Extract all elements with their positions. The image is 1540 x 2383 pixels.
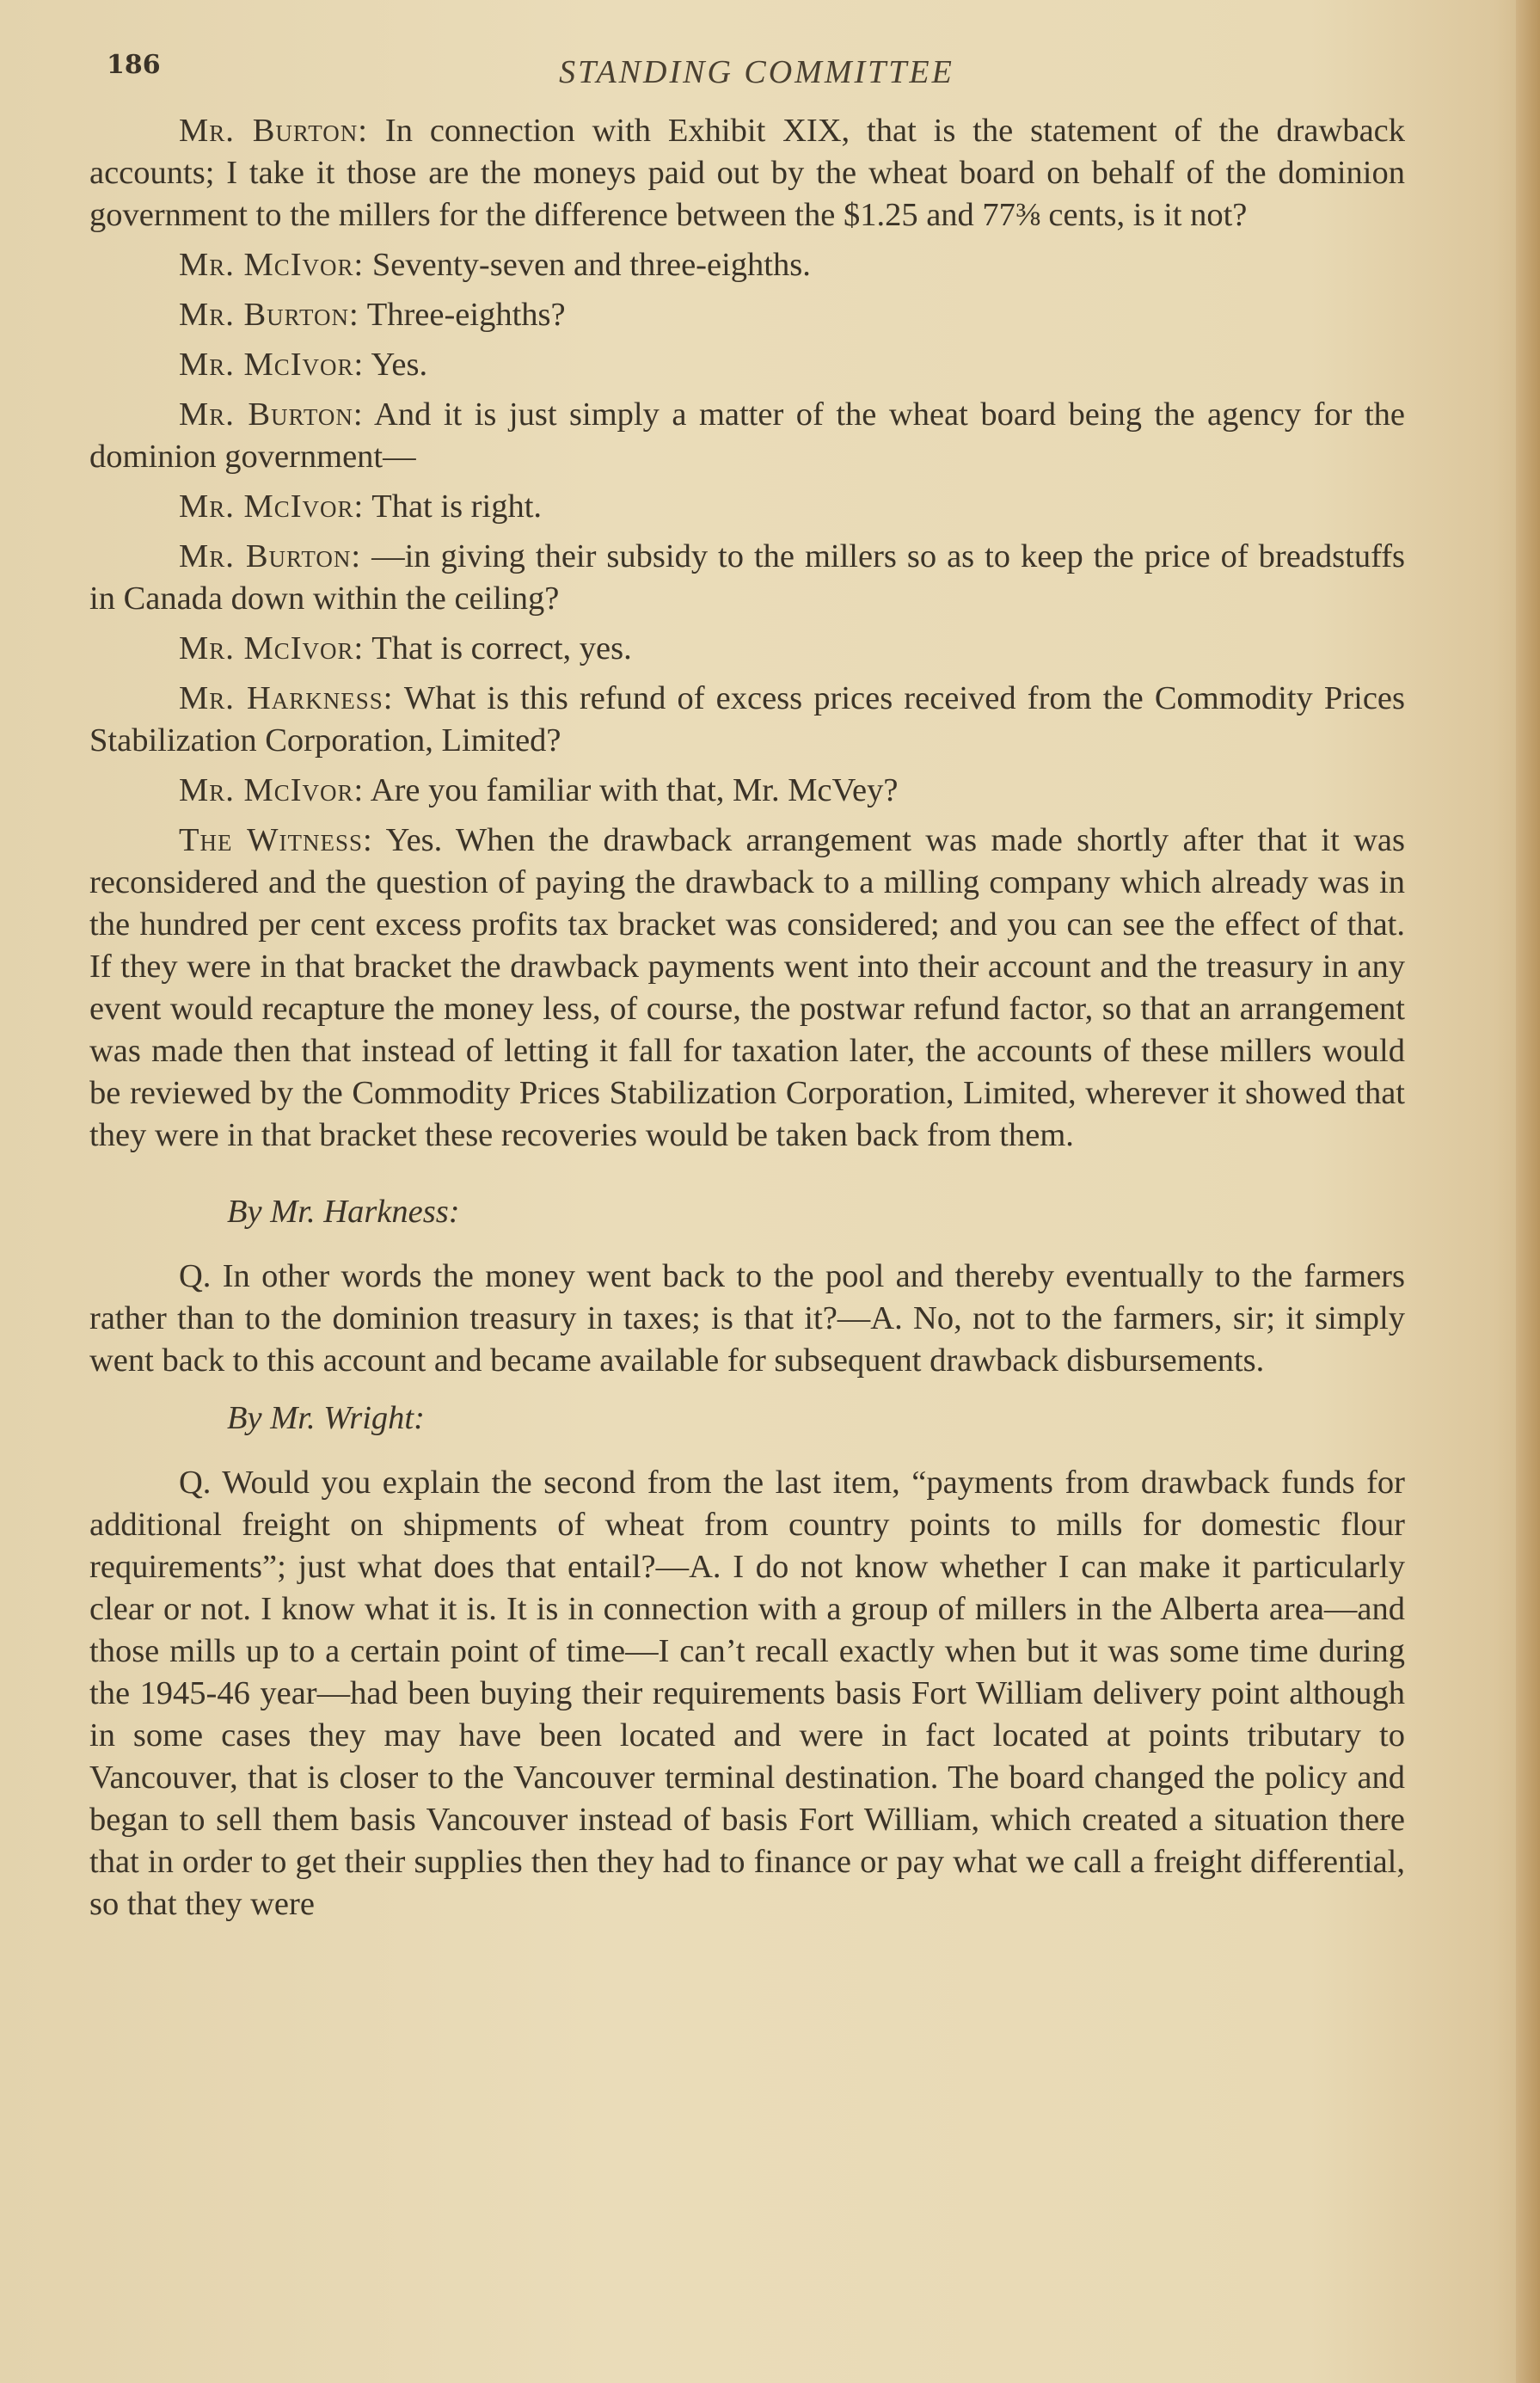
speech-paragraph (89, 244, 1405, 286)
running-title: STANDING COMMITTEE (559, 54, 954, 90)
speech-paragraph (89, 344, 1405, 386)
speech-text: Yes. When the drawback arrangement was made shortly after that it was reconsidered and the question of paying the drawback to a milling company which already was in the hundred per cent excess profits tax bracket was considered; and you can see the effect of that. If they were in that bracket the drawback payments went into their account and the treasury in any event would recapture the money less, of course, the postwar refund factor, so that an arrangement was made then that instead of letting it fall for taxation later, the accounts of these millers would be reviewed by the Commodity Prices Stabilization Corporation, Limited, wherever it showed that they were in that bracket these recoveries would be taken back from them. (89, 822, 1405, 1153)
page-spine-edge (1516, 0, 1540, 2383)
speaker-name: Mr. McIvor: (179, 347, 365, 383)
speech-text: Seventy-seven and three-eighths. (371, 247, 811, 283)
speech-text: What is this refund of excess prices received from the Commodity Prices Stabilization Corporation, Limited? (89, 680, 1405, 759)
speaker-name: Mr. Burton: (179, 538, 362, 574)
speaker-name: Mr. Burton: (179, 297, 359, 333)
question-answer-paragraph: Q. Would you explain the second from the last item, “payments from drawback funds for additional freight on shipments of wheat from country points to mills for domestic flour requirements”; just what does that entail?—A. I do not know whether I can make it particularly clear or not. I know what it is. It is in connection with a group of millers in the Alberta area—and those mills up to a certain point of time—I can’t recall exactly when but it was some time during the 1945-46 year—had been buying their requirements basis Fort William delivery point although in some cases they may have been located and were in fact located at points tributary to Vancouver, that is closer to the Vancouver terminal destination. The board changed the policy and began to sell them basis Vancouver instead of basis Fort William, which created a situation there that in order to get their supplies then they had to finance or pay what we call a freight differential, so that they were (89, 1465, 1405, 1922)
speaker-name: Mr. McIvor: (179, 630, 365, 666)
speech-paragraph (89, 394, 1405, 478)
speaker-name: Mr. Burton: (179, 396, 364, 433)
speech-paragraph (89, 294, 1405, 336)
transcript-body (89, 110, 1405, 1933)
speech-text: Three-eighths? (366, 297, 566, 333)
speaker-name: Mr. Burton: (179, 113, 368, 149)
speech-paragraph (89, 486, 1405, 528)
speech-text: —in giving their subsidy to the millers so as to keep the price of breadstuffs in Canada down within the ceiling? (89, 538, 1406, 617)
speaker-name: The Witness: (179, 822, 373, 858)
page-header (103, 45, 1410, 105)
speech-text: In connection with Exhibit XIX, that is the statement of the drawback accounts; I take it those are the moneys paid out by the wheat board on behalf of the dominion government to the millers for the difference between the $1.25 and 77⅜ cents, is it not? (89, 113, 1405, 233)
speech-text: And it is just simply a matter of the wheat board being the agency for the dominion government— (89, 396, 1405, 475)
speech-paragraph (89, 536, 1405, 620)
speaker-name: Mr. Harkness: (179, 680, 394, 716)
speech-text: Yes. (371, 347, 428, 383)
speaker-name: Mr. McIvor: (179, 488, 365, 525)
speech-paragraph (89, 678, 1405, 762)
speech-paragraph (89, 820, 1405, 1157)
speech-text: That is right. (371, 488, 543, 525)
speech-text: That is correct, yes. (371, 630, 632, 666)
speech-text: Are you familiar with that, Mr. McVey? (370, 772, 899, 808)
question-answer-paragraph: Q. In other words the money went back to the pool and thereby eventually to the farmers rather than to the dominion treasury in taxes; is that it?—A. No, not to the farmers, sir; it simply went back to this account and became available for subsequent drawback disbursements. (89, 1258, 1405, 1379)
speaker-name: Mr. McIvor: (179, 772, 365, 808)
speaker-name: Mr. McIvor: (179, 247, 365, 283)
speech-paragraph (89, 110, 1405, 236)
speech-paragraph (89, 628, 1405, 670)
page-number: 186 (107, 50, 161, 80)
examiner-heading: By Mr. Wright: (227, 1400, 425, 1436)
examiner-heading: By Mr. Harkness: (227, 1194, 460, 1230)
speech-paragraph (89, 770, 1405, 812)
